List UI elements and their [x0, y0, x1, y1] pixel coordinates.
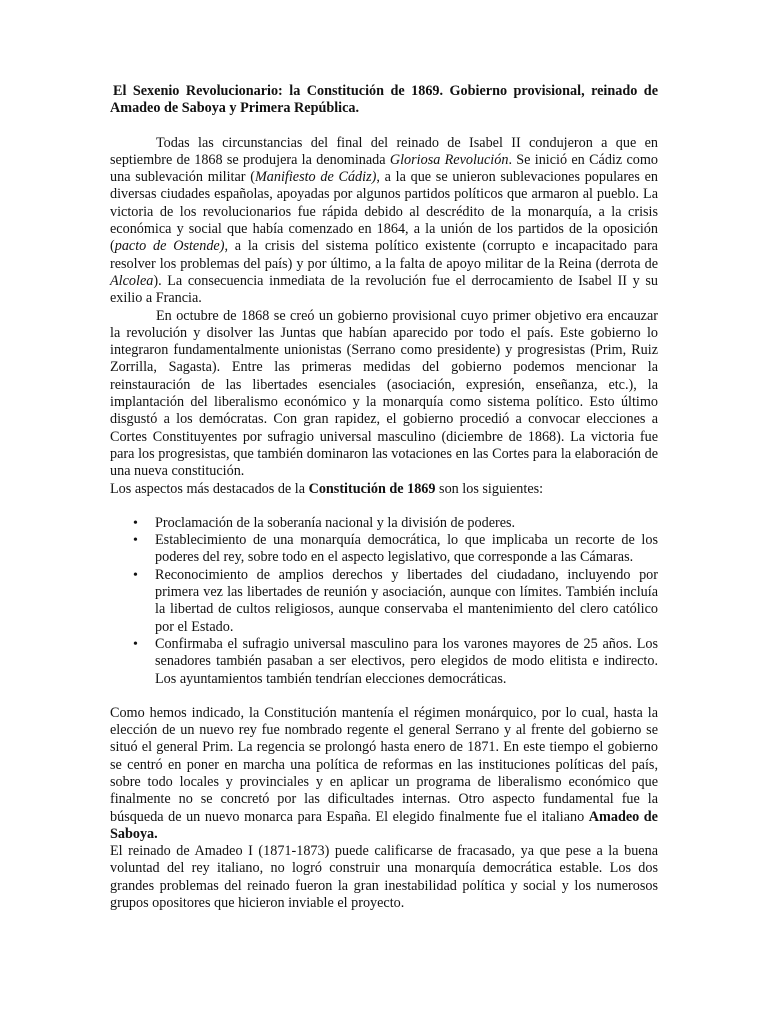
p3-text-1: Los aspectos más destacados de la: [110, 480, 309, 497]
paragraph-1: [110, 135, 658, 308]
p1-text-3: , a la que se unieron sublevaciones populares en diversas ciudades españolas, apoyadas por algunos partidos políticos que armaron al pueblo. La victoria de los revolucionarios fue rápida debido al descrédito de la monarquía, a la crisis económica y social que había comenzado en 1864, a la unión de los partidos de la oposición (: [110, 169, 658, 255]
paragraph-3: [110, 481, 658, 498]
paragraph-5: El reinado de Amadeo I (1871-1873) puede calificarse de fracasado, ya que pese a la buena voluntad del rey italiano, no logró construir una monarquía democrática estable. Los dos grandes problemas del reinado fueron la gran inestabilidad política y social y los numerosos grupos opositores que hicieron inviable el proyecto.: [110, 843, 658, 912]
p1-text-4: , a la crisis del sistema político existente (corrupto e incapacitado para resolver los problemas del país) y por último, a la falta de apoyo militar de la Reina (derrota de: [110, 238, 658, 272]
document-title: El Sexenio Revolucionario: la Constitución de 1869. Gobierno provisional, reinado de Amadeo de Saboya y Primera República.: [110, 83, 658, 117]
bullet-item: • Confirmaba el sufragio universal masculino para los varones mayores de 25 años. Los senadores también pasaban a ser electivos, pero elegidos de modo elitista e indirecto. Los ayuntamientos también tendrían elecciones democráticas.: [155, 636, 658, 688]
p1-italic-alcolea: Alcolea: [110, 272, 154, 289]
p1-italic-manifiesto: Manifiesto de Cádiz): [254, 169, 377, 186]
p4-text-1: Como hemos indicado, la Constitución mantenía el régimen monárquico, por lo cual, hasta la elección de un nuevo rey fue nombrado regente el general Serrano y al frente del gobierno se situó el general Prim. La regencia se prolongó hasta enero de 1871. En este tiempo el gobierno se centró en poner en marcha una política de reformas en las instituciones políticas del país, sobre todo locales y provinciales y en aplicar un programa de liberalismo económico que finalmente no se concretó por las dificultades internas. Otro aspecto fundamental fue la búsqueda de un nuevo monarca para España. El elegido finalmente fue el italiano: [110, 704, 658, 825]
document-page: [110, 83, 658, 912]
p1-italic-gloriosa: Gloriosa Revolución: [389, 151, 509, 168]
p3-bold-constitucion: Constitución de 1869: [308, 480, 436, 497]
bullet-item: • Reconocimiento de amplios derechos y libertades del ciudadano, incluyendo por primera vez las libertades de reunión y asociación, aunque con límites. También incluía la libertad de cultos religiosos, aunque conservaba el mantenimiento del clero católico por el Estado.: [155, 567, 658, 636]
p3-text-2: son los siguientes:: [435, 480, 544, 497]
p4-bold-amadeo: Amadeo de Saboya.: [110, 808, 658, 842]
p1-text-5: ). La consecuencia inmediata de la revolución fue el derrocamiento de Isabel II y su exilio a Francia.: [110, 272, 658, 307]
p1-text-1: Todas las circunstancias del final del reinado de Isabel II condujeron a que en septiembre de 1868 se produjera la denominada: [110, 134, 658, 168]
p1-text-2: . Se inició en Cádiz como una sublevación militar (: [110, 151, 658, 186]
bullet-item: • Establecimiento de una monarquía democrática, lo que implicaba un recorte de los poderes del rey, sobre todo en el aspecto legislativo, que corresponde a las Cámaras.: [155, 532, 658, 567]
constitution-bullet-list: [110, 515, 658, 688]
bullet-item: • Proclamación de la soberanía nacional y la división de poderes.: [155, 515, 658, 532]
paragraph-2: En octubre de 1868 se creó un gobierno provisional cuyo primer objetivo era encauzar la revolución y disolver las Juntas que habían aparecido por todo el país. Este gobierno lo integraron fundamentalmente unionistas (Serrano como presidente) y progresistas (Prim, Ruiz Zorrilla, Sagasta). Entre las primeras medidas del gobierno podemos mencionar la reinstauración de las libertades esenciales (asociación, expresión, enseñanza, etc.), la implantación del liberalismo económico y la monarquía como sistema político. Esto último disgustó a los demócratas. Con gran rapidez, el gobierno procedió a convocar elecciones a Cortes Constituyentes por sufragio universal masculino (diciembre de 1868). La victoria fue para los progresistas, que también dominaron las votaciones en las Cortes para la elaboración de una nueva constitución.: [110, 307, 658, 480]
paragraph-4: [110, 705, 658, 843]
p1-italic-ostende: pacto de Ostende): [114, 238, 225, 255]
